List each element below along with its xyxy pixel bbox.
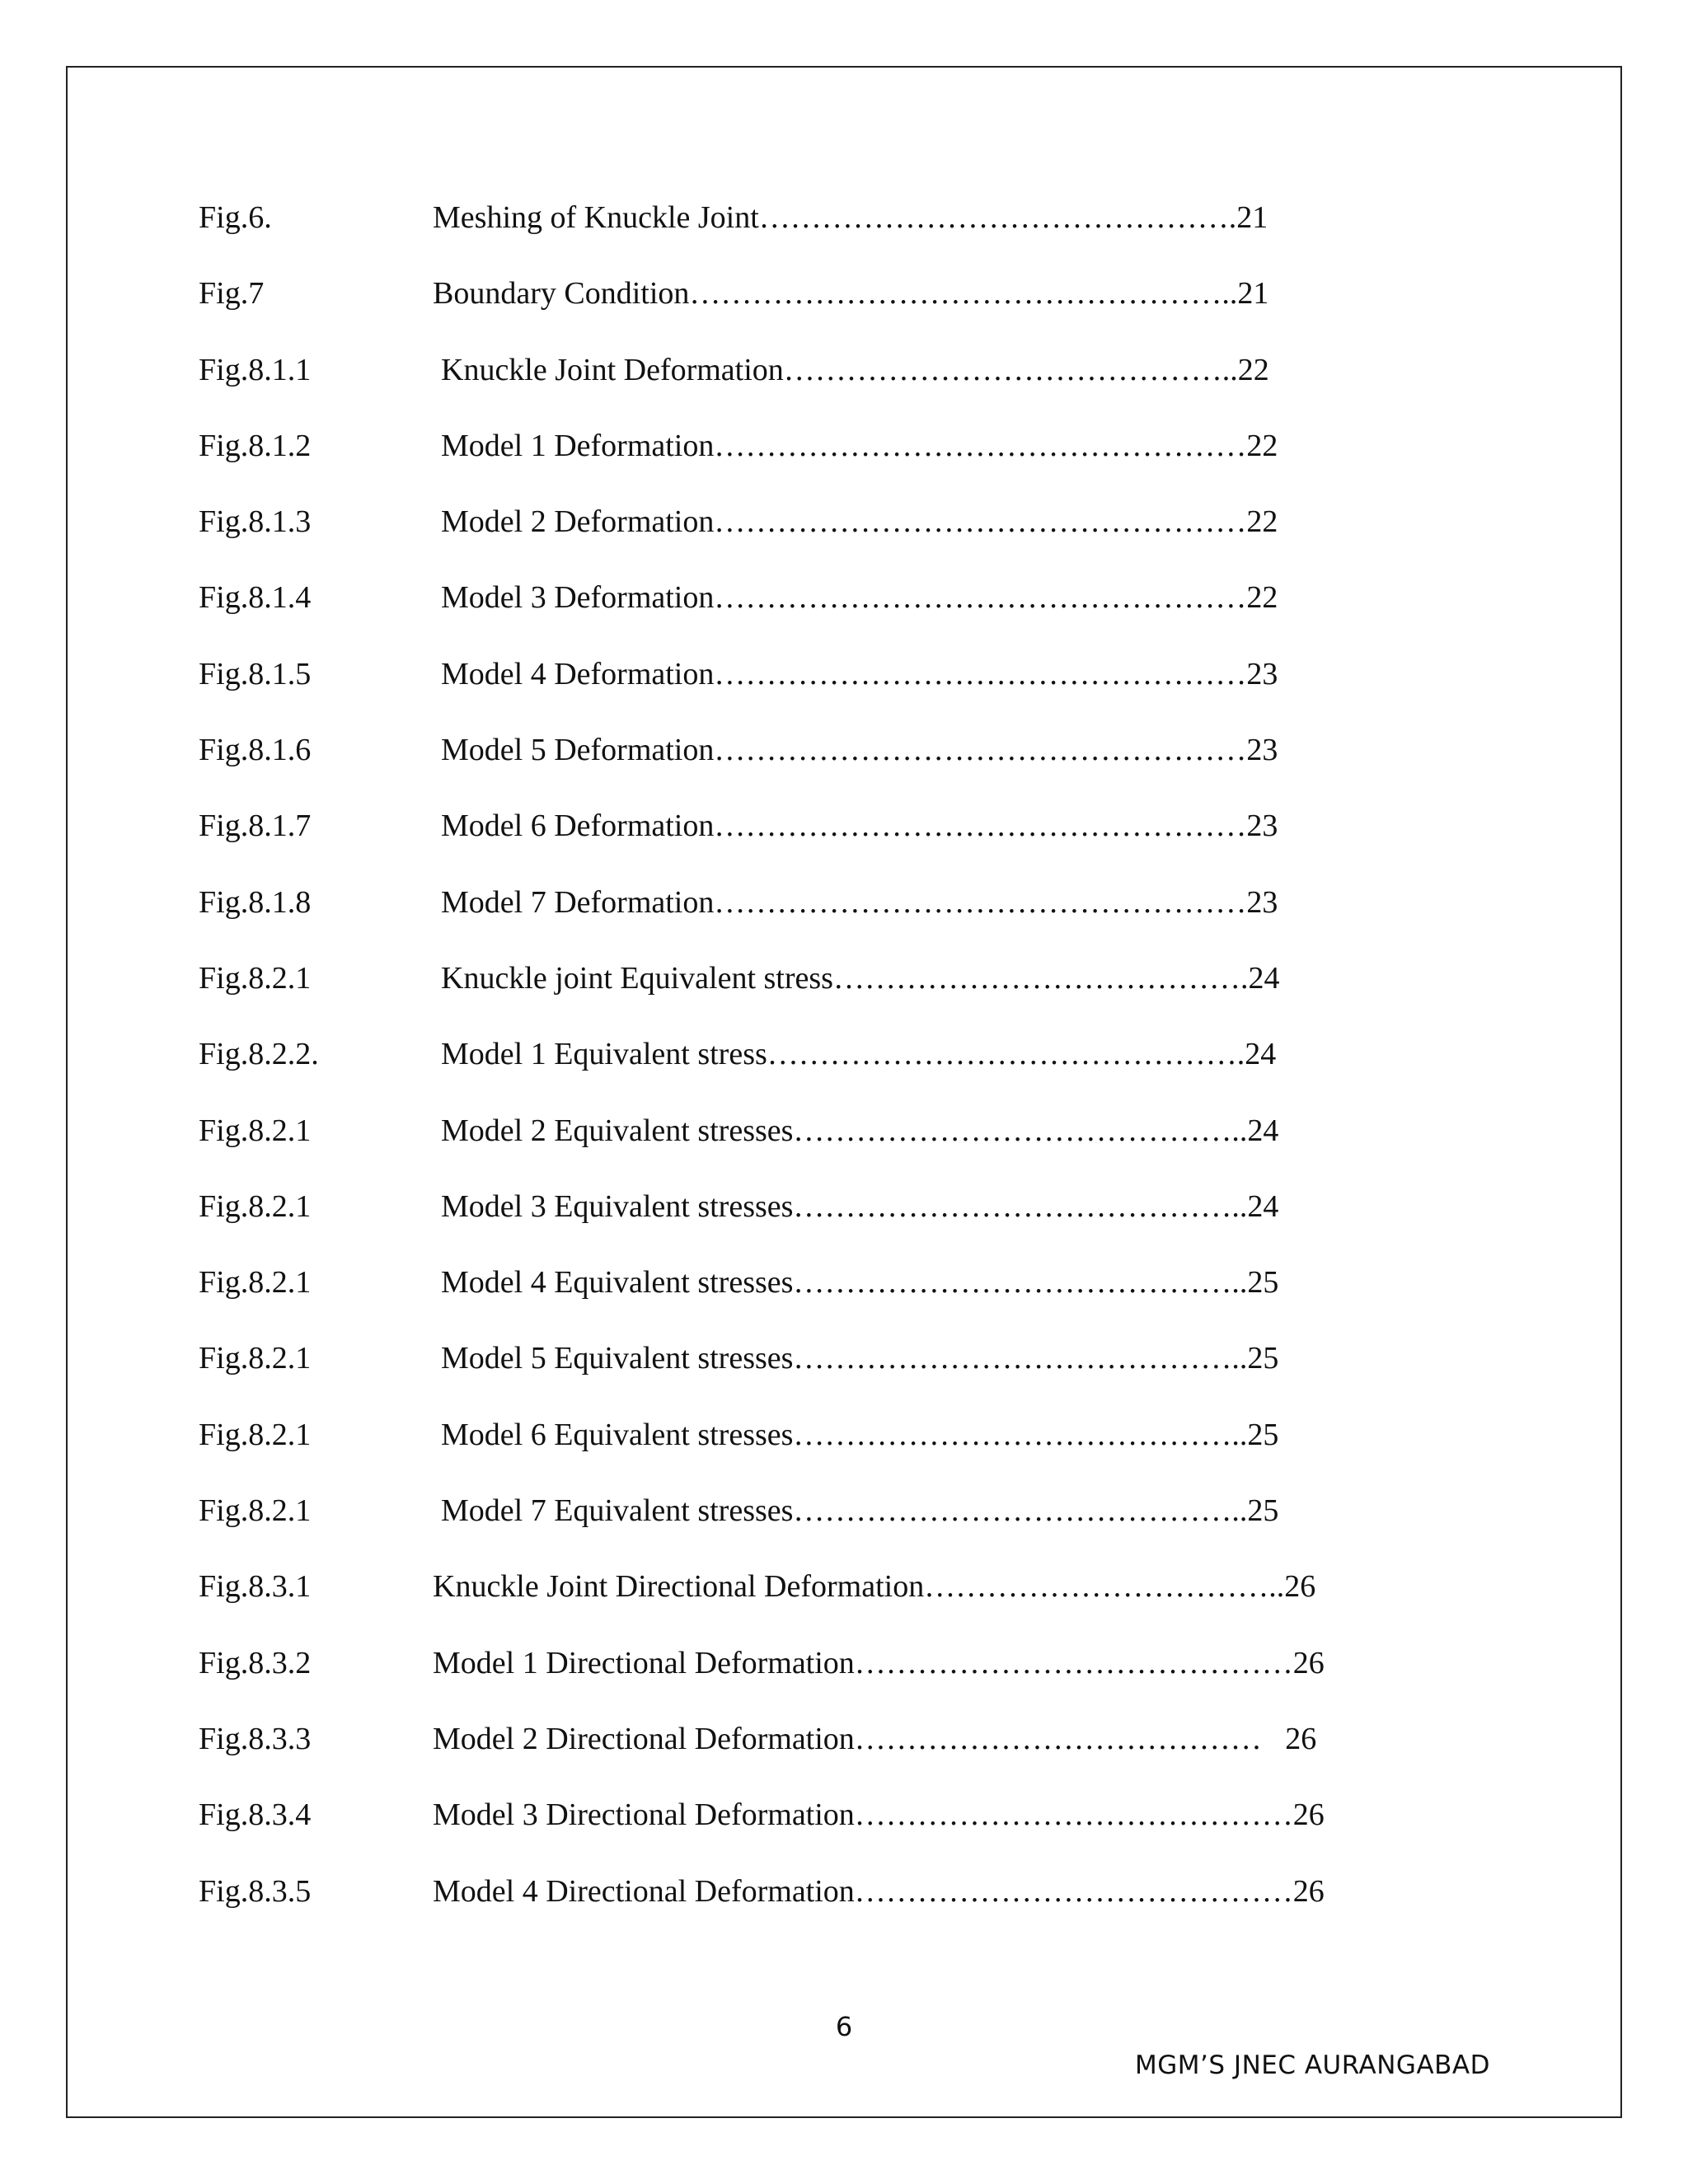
figure-entry: Model 6 Equivalent stresses……………………………………..25 <box>441 1417 1279 1452</box>
figure-entry: Knuckle joint Equivalent stress………………………………….24 <box>441 960 1280 996</box>
figure-number: Fig.8.3.2 <box>199 1645 312 1680</box>
figure-entry: Model 4 Directional Deformation……………………………………26 <box>433 1873 1325 1909</box>
figure-entry: Model 2 Equivalent stresses……………………………………..24 <box>441 1113 1279 1148</box>
figure-row <box>199 1259 1418 1335</box>
page-number: 6 <box>835 2011 853 2042</box>
figure-entry: Knuckle Joint Deformation……………………………………..22 <box>441 352 1269 387</box>
figure-entry: Model 7 Equivalent stresses……………………………………..25 <box>441 1493 1279 1529</box>
figure-row <box>199 1031 1418 1107</box>
figure-entry: Model 2 Deformation……………………………………………22 <box>441 504 1278 540</box>
figure-number: Fig.8.1.6 <box>199 733 312 768</box>
figure-entry: Knuckle Joint Directional Deformation……………………………..26 <box>433 1569 1316 1605</box>
figure-number: Fig.8.2.1 <box>199 1113 312 1148</box>
figure-row <box>199 955 1418 1031</box>
figure-number: Fig.8.2.1 <box>199 1265 312 1301</box>
figure-entry: Model 7 Deformation……………………………………………23 <box>441 884 1278 920</box>
figure-row <box>199 1792 1418 1868</box>
figure-row <box>199 347 1418 423</box>
figure-number: Fig.7 <box>199 276 265 312</box>
figure-row <box>199 1183 1418 1259</box>
figure-entry: Model 3 Equivalent stresses……………………………………..24 <box>441 1188 1279 1224</box>
figure-row <box>199 727 1418 803</box>
figure-entry: Model 4 Deformation……………………………………………23 <box>441 656 1278 691</box>
figure-number: Fig.8.2.1 <box>199 1417 312 1452</box>
figure-entry: Model 1 Equivalent stress……………………………………….24 <box>441 1037 1277 1072</box>
figure-row <box>199 1108 1418 1183</box>
figure-number: Fig.8.3.5 <box>199 1873 312 1909</box>
figure-row <box>199 499 1418 574</box>
figure-entry: Model 2 Directional Deformation………………………………… 26 <box>433 1721 1317 1756</box>
figure-number: Fig.8.2.2. <box>199 1037 319 1072</box>
figure-number: Fig.8.1.4 <box>199 580 312 616</box>
figure-number: Fig.6. <box>199 200 272 235</box>
figure-row <box>199 1563 1418 1639</box>
figure-number: Fig.8.1.2 <box>199 428 312 463</box>
figure-row <box>199 1640 1418 1716</box>
figure-number: Fig.8.2.1 <box>199 1188 312 1224</box>
list-of-figures <box>199 194 1418 1944</box>
figure-number: Fig.8.3.3 <box>199 1721 312 1756</box>
figure-number: Fig.8.1.7 <box>199 808 312 844</box>
figure-row <box>199 270 1418 346</box>
figure-row <box>199 1868 1418 1944</box>
figure-row <box>199 194 1418 270</box>
figure-number: Fig.8.3.4 <box>199 1797 312 1833</box>
figure-entry: Model 4 Equivalent stresses……………………………………..25 <box>441 1265 1279 1301</box>
footer-institution: MGM’S JNEC AURANGABAD <box>1135 2050 1490 2080</box>
figure-entry: Model 1 Directional Deformation……………………………………26 <box>433 1645 1325 1680</box>
figure-row <box>199 423 1418 499</box>
figure-entry: Meshing of Knuckle Joint……………………………………….21 <box>433 200 1268 235</box>
figure-entry: Model 3 Directional Deformation……………………………………26 <box>433 1797 1325 1833</box>
figure-row <box>199 1716 1418 1792</box>
figure-row <box>199 574 1418 650</box>
figure-number: Fig.8.2.1 <box>199 960 312 996</box>
figure-number: Fig.8.1.8 <box>199 884 312 920</box>
figure-number: Fig.8.1.3 <box>199 504 312 540</box>
figure-number: Fig.8.1.1 <box>199 352 312 387</box>
figure-entry: Boundary Condition……………………………………………..21 <box>433 276 1269 312</box>
figure-number: Fig.8.3.1 <box>199 1569 312 1605</box>
figure-row <box>199 1412 1418 1488</box>
figure-row <box>199 1335 1418 1411</box>
figure-row <box>199 803 1418 879</box>
figure-number: Fig.8.2.1 <box>199 1341 312 1376</box>
figure-number: Fig.8.1.5 <box>199 656 312 691</box>
figure-row <box>199 1488 1418 1563</box>
figure-entry: Model 5 Equivalent stresses……………………………………..25 <box>441 1341 1279 1376</box>
figure-entry: Model 5 Deformation……………………………………………23 <box>441 733 1278 768</box>
figure-number: Fig.8.2.1 <box>199 1493 312 1529</box>
figure-row <box>199 879 1418 955</box>
figure-entry: Model 1 Deformation……………………………………………22 <box>441 428 1278 463</box>
figure-entry: Model 6 Deformation……………………………………………23 <box>441 808 1278 844</box>
figure-row <box>199 651 1418 727</box>
figure-entry: Model 3 Deformation……………………………………………22 <box>441 580 1278 616</box>
